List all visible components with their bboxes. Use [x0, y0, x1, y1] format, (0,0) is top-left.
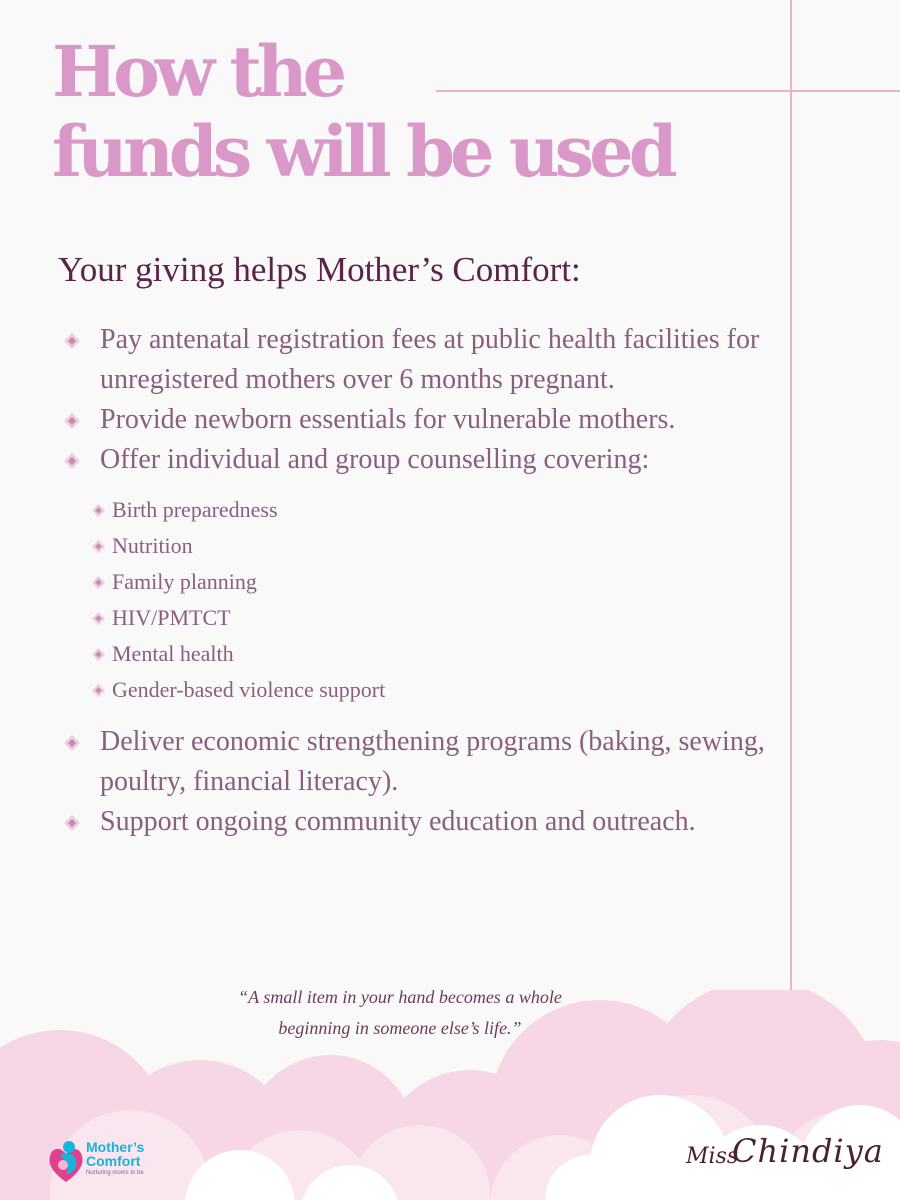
diamond-bullet-icon: [92, 540, 105, 553]
diamond-bullet-icon: [64, 333, 80, 349]
sub-list-item-text: Nutrition: [112, 533, 193, 558]
sub-list-item: [90, 636, 782, 672]
signature-last: Chindiya: [732, 1132, 884, 1170]
list-item-text: Provide newborn essentials for vulnerable mothers.: [100, 404, 676, 435]
list-item: [62, 320, 782, 400]
list-item: [62, 802, 782, 842]
funds-usage-list: [62, 320, 782, 842]
page-title: [52, 32, 812, 192]
title-line-2: funds will be used: [52, 110, 673, 193]
sub-list-item: [90, 600, 782, 636]
sub-list-item-text: Family planning: [112, 569, 257, 594]
mother-baby-heart-icon: [48, 1138, 84, 1186]
sub-list-item: [90, 672, 782, 708]
diamond-bullet-icon: [64, 815, 80, 831]
counselling-topics-list: [62, 492, 782, 708]
mothers-comfort-logo: [48, 1138, 198, 1186]
logo-tagline: Nurturing moms to be: [86, 1170, 144, 1176]
title-line-1: How the: [52, 30, 343, 113]
sub-list-item-text: Mental health: [112, 641, 234, 666]
list-item: [62, 440, 782, 480]
sub-list-item-text: Birth preparedness: [112, 497, 278, 522]
subtitle: Your giving helps Mother’s Comfort:: [58, 250, 581, 289]
list-item-text: Pay antenatal registration fees at public health facilities for unregistered mothers over 6 months pregnant.: [100, 324, 760, 395]
sub-list-item-text: HIV/PMTCT: [112, 605, 231, 630]
sub-list-item: [90, 528, 782, 564]
diamond-bullet-icon: [64, 453, 80, 469]
closing-quote: [150, 982, 650, 1044]
logo-name: [86, 1140, 144, 1168]
sub-list-item: [90, 564, 782, 600]
sub-list-item: [90, 492, 782, 528]
diamond-bullet-icon: [64, 735, 80, 751]
list-item-text: Offer individual and group counselling covering:: [100, 444, 650, 475]
diamond-bullet-icon: [64, 413, 80, 429]
logo-name-line-2: Comfort: [86, 1153, 141, 1169]
diamond-bullet-icon: [92, 576, 105, 589]
diamond-bullet-icon: [92, 504, 105, 517]
quote-line-2: beginning in someone else’s life.”: [278, 1018, 522, 1038]
list-item: [62, 722, 782, 802]
diamond-bullet-icon: [92, 612, 105, 625]
list-item-text: Deliver economic strengthening programs (baking, sewing, poultry, financial literacy).: [100, 726, 765, 797]
diamond-bullet-icon: [92, 648, 105, 661]
list-item: [62, 400, 782, 440]
signature: [686, 1130, 884, 1190]
signature-first: Miss: [686, 1144, 739, 1169]
logo-name-line-1: Mother’s: [86, 1139, 145, 1155]
diamond-bullet-icon: [92, 684, 105, 697]
quote-line-1: “A small item in your hand becomes a whole: [238, 987, 562, 1007]
list-item-text: Support ongoing community education and outreach.: [100, 806, 696, 837]
sub-list-item-text: Gender-based violence support: [112, 677, 386, 702]
